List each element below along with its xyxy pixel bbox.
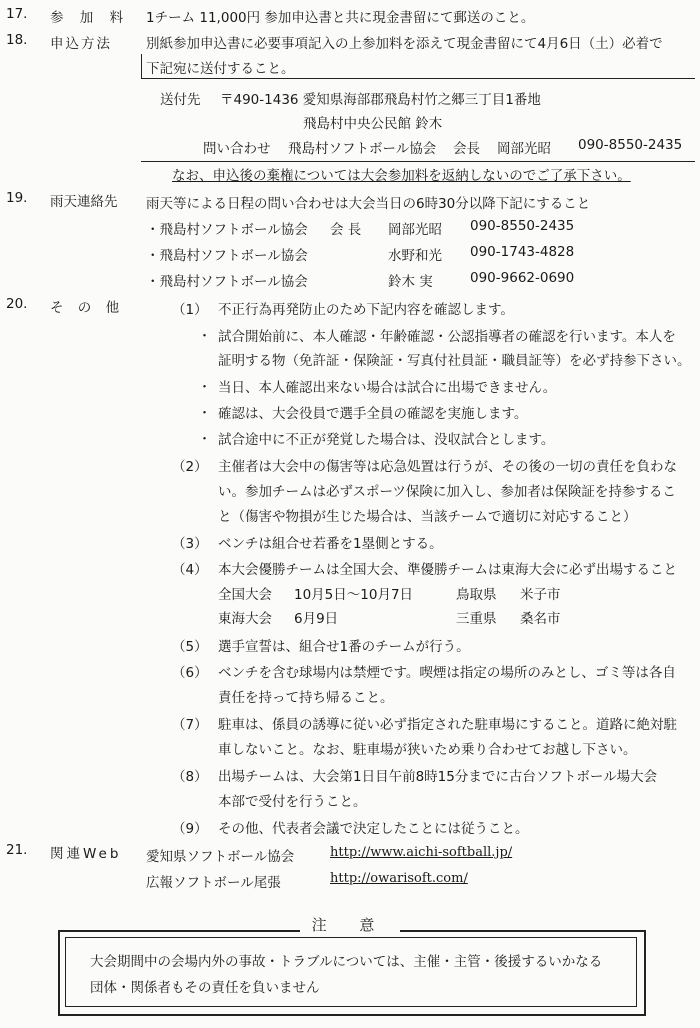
section-18-number: 18. (6, 32, 28, 48)
notice-line2: 団体・関係者もその責任を負いません (90, 980, 320, 996)
item-3-number: （3） (172, 536, 208, 552)
destination-label: 送付先 (160, 92, 201, 108)
item-9-text: その他、代表者会議で決定したことには従うこと。 (218, 821, 529, 837)
contact-name: 岡部光昭 (388, 222, 442, 238)
notice-box-inner (65, 937, 637, 1007)
national-city: 米子市 (520, 587, 561, 603)
item-8-line1: 出場チームは、大会第1日目午前8時15分までに古台ソフトボール場大会 (218, 769, 658, 785)
contact-tel: 090-8550-2435 (470, 218, 575, 234)
inquiry-label: 問い合わせ (203, 141, 271, 157)
refund-note: なお、申込後の棄権については大会参加料を返納しないのでご了承下さい。 (172, 168, 631, 184)
contact-org: ・飛島村ソフトボール協会 (146, 274, 308, 290)
section-18-line2: 下記宛に送付すること。 (146, 61, 295, 77)
bullet-1-line1: 試合開始前に、本人確認・年齢確認・公認指導者の確認を行います。本人を (218, 329, 676, 345)
section-19-number: 19. (6, 190, 28, 206)
bullet-dot: ・ (198, 380, 212, 395)
section-17-title: 参 加 料 (50, 10, 130, 26)
section-20-title: そ の 他 (50, 300, 125, 316)
section-18-line1: 別紙参加申込書に必要事項記入の上参加料を添えて現金書留にて4月6日（土）必着で (146, 36, 663, 52)
bullet-4: 試合途中に不正が発覚した場合は、没収試合とします。 (218, 432, 555, 448)
bullet-1-line2: 証明する物（免許証・保険証・写真付社員証・職員証等）を必ず持参下さい。 (218, 353, 691, 369)
tokai-label: 東海大会 (218, 611, 272, 627)
item-1-number: （1） (172, 302, 208, 318)
item-1-text: 不正行為再発防止のため下記内容を確認します。 (218, 302, 514, 318)
tokai-city: 桑名市 (520, 611, 561, 627)
rain-intro: 雨天等による日程の問い合わせは大会当日の6時30分以降下記にすること (146, 196, 591, 212)
inquiry-person: 岡部光昭 (497, 141, 551, 157)
section-18-box-bottom (141, 161, 695, 162)
section-20-number: 20. (6, 296, 28, 312)
bullet-2: 当日、本人確認出来ない場合は試合に出場できません。 (218, 380, 557, 396)
section-21-number: 21. (6, 842, 28, 858)
contact-name: 水野和光 (388, 248, 442, 264)
inquiry-role: 会長 (453, 141, 480, 157)
destination-name: 飛島村中央公民館 鈴木 (303, 116, 443, 132)
item-6-line1: ベンチを含む球場内は禁煙です。喫煙は指定の場所のみとし、ゴミ等は各自 (218, 665, 676, 681)
destination-address: 〒490-1436 愛知県海部郡飛島村竹之郷三丁目1番地 (220, 92, 541, 108)
national-prefecture: 鳥取県 (456, 587, 497, 603)
section-17-number: 17. (6, 6, 28, 22)
bullet-dot: ・ (198, 432, 212, 447)
contact-tel: 090-9662-0690 (470, 270, 575, 286)
item-3-text: ベンチは組合せ若番を1塁側とする。 (218, 536, 443, 552)
bullet-3: 確認は、大会役員で選手全員の確認を実施します。 (218, 406, 528, 422)
item-8-number: （8） (172, 769, 208, 785)
item-4-number: （4） (172, 562, 208, 578)
section-21-title: 関連Web (50, 846, 122, 862)
item-7-line1: 駐車は、係員の誘導に従い必ず指定された駐車場にすること。道路に絶対駐 (218, 717, 677, 733)
item-2-number: （2） (172, 459, 208, 475)
item-7-line2: 車しないこと。なお、駐車場が狭いため乗り合わせてお越し下さい。 (218, 742, 637, 758)
contact-role: 会 長 (330, 222, 362, 238)
item-5-text: 選手宣誓は、組合せ1番のチームが行う。 (218, 639, 470, 655)
web-link-label: 愛知県ソフトボール協会 (146, 849, 295, 865)
contact-tel: 090-1743-4828 (470, 244, 575, 260)
contact-org: ・飛島村ソフトボール協会 (146, 222, 308, 238)
item-6-number: （6） (172, 665, 208, 681)
item-5-number: （5） (172, 639, 208, 655)
tokai-date: 6月9日 (294, 611, 339, 627)
section-17-text: 1チーム 11,000円 参加申込書と共に現金書留にて郵送のこと。 (146, 10, 535, 26)
contact-name: 鈴木 実 (388, 274, 433, 290)
section-19-title: 雨天連絡先 (50, 194, 118, 210)
item-2-line1: 主催者は大会中の傷害等は応急処置は行うが、その後の一切の責任を負わな (218, 459, 677, 475)
section-18-title: 申込方法 (50, 36, 112, 52)
item-6-line2: 責任を持って持ち帰ること。 (218, 690, 394, 706)
bullet-dot: ・ (198, 406, 212, 421)
item-4-text: 本大会優勝チームは全国大会、準優勝チームは東海大会に必ず出場すること (218, 562, 677, 578)
web-link-url[interactable]: http://www.aichi-softball.jp/ (330, 845, 513, 860)
item-2-line2: い。参加チームは必ずスポーツ保険に加入し、参加者は保険証を持参するこ (218, 484, 676, 500)
contact-org: ・飛島村ソフトボール協会 (146, 248, 308, 264)
item-8-line2: 本部で受付を行うこと。 (218, 794, 367, 810)
tokai-prefecture: 三重県 (456, 611, 497, 627)
section-18-box-top (141, 78, 695, 79)
inquiry-tel: 090-8550-2435 (578, 137, 683, 153)
bullet-dot: ・ (198, 329, 212, 344)
web-link-url[interactable]: http://owarisoft.com/ (330, 871, 468, 886)
web-link-label: 広報ソフトボール尾張 (146, 875, 281, 891)
inquiry-org: 飛島村ソフトボール協会 (288, 141, 437, 157)
item-2-line3: と（傷害や物損が生じた場合は、当該チームで適切に対応すること） (218, 509, 637, 525)
item-7-number: （7） (172, 717, 208, 733)
notice-line1: 大会期間中の会場内外の事故・トラブルについては、主催・主管・後援するいかなる (90, 954, 603, 970)
item-9-number: （9） (172, 821, 208, 837)
national-label: 全国大会 (218, 587, 272, 603)
notice-title: 注 意 (300, 914, 400, 935)
national-date: 10月5日～10月7日 (294, 587, 414, 603)
section-18-box-left (141, 54, 142, 78)
